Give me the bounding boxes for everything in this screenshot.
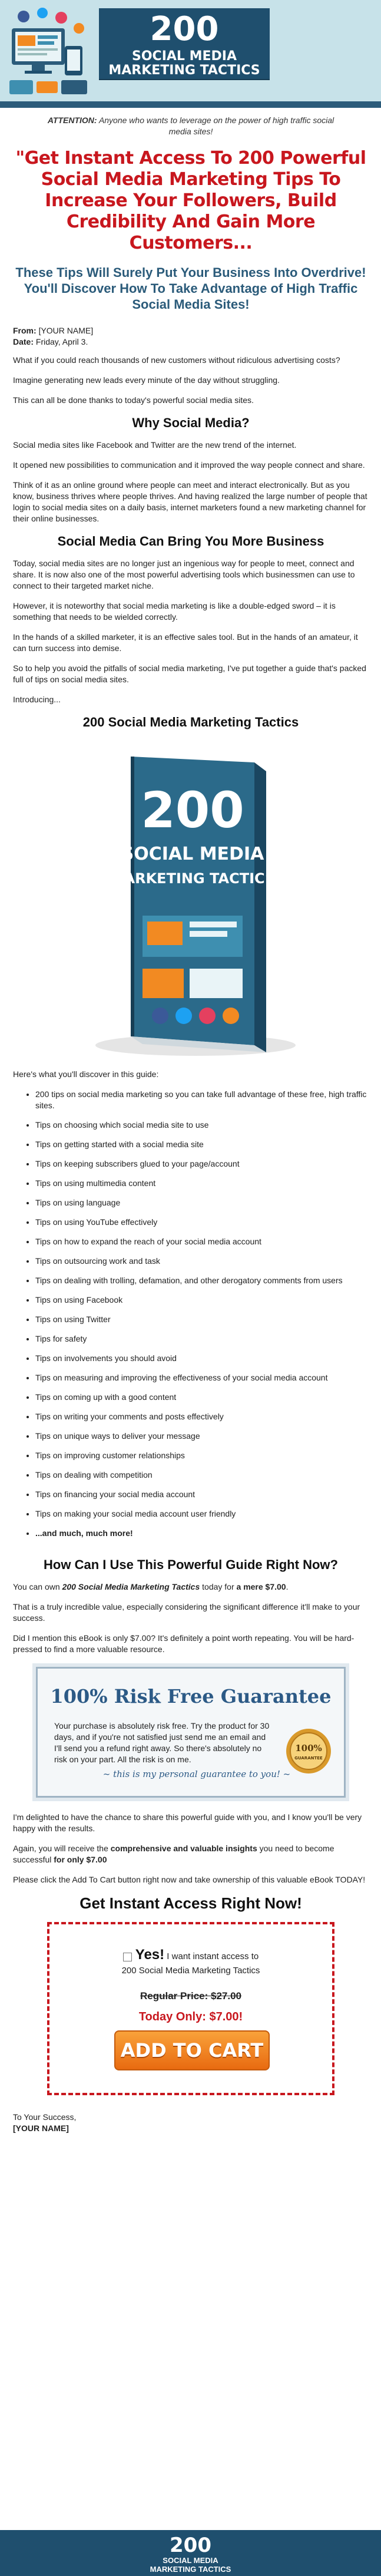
header-title-box	[99, 8, 270, 79]
more-paragraph: Today, social media sites are no longer just an ingenious way for people to meet, connect and share. It is now also one of the most powerful advertising tools which businessmen can use to connect to their targeted market niche.	[13, 559, 355, 590]
how-p1-pre: You can own	[13, 1582, 62, 1591]
tip-item: • Tips on keeping subscribers glued to your page/account	[35, 1158, 369, 1170]
closing-p2-pre: Again, you will receive the	[13, 1844, 111, 1853]
how-heading: How Can I Use This Powerful Guide Right Now?	[44, 1557, 338, 1572]
cta-heading: Get Instant Access Right Now!	[79, 1894, 302, 1912]
letter-from-date	[13, 325, 369, 348]
guarantee-box	[36, 1667, 346, 1798]
tip-item: • ...and much, much more!	[35, 1528, 369, 1539]
tip-item: • Tips on writing your comments and posts effectively	[35, 1411, 369, 1422]
tip-item: • Tips on using Twitter	[35, 1314, 369, 1325]
order-line1: I want instant access to	[164, 1951, 259, 1961]
seal-bottom: GUARANTEE	[294, 1756, 323, 1761]
product-heading: 200 Social Media Marketing Tactics	[82, 715, 299, 729]
how-p1-mid: today for	[200, 1582, 237, 1591]
from-label: From:	[13, 326, 37, 335]
tip-item: • Tips on unique ways to deliver your message	[35, 1431, 369, 1442]
signoff-line1: To Your Success,	[13, 2112, 77, 2122]
tips-list	[13, 1089, 369, 1539]
tip-item: • Tips on choosing which social media site to use	[35, 1119, 369, 1131]
how-paragraph: That is a truly incredible value, especially considering the significant difference it'll make to your success.	[13, 1602, 360, 1623]
why-paragraph: Social media sites like Facebook and Twitter are the new trend of the internet.	[13, 440, 297, 450]
tip-item: • Tips on dealing with trolling, defamation, and other derogatory comments from users	[35, 1275, 369, 1286]
letter-paragraph: This can all be done thanks to today's powerful social media sites.	[13, 395, 254, 405]
tip-item: • Tips on financing your social media account	[35, 1489, 369, 1500]
footer-title-subtitle	[0, 2556, 381, 2574]
guarantee-signature: ~ this is my personal guarantee to you! ~	[102, 1769, 291, 1779]
more-paragraph: In the hands of a skilled marketer, it is an effective sales tool. But in the hands of an amateur, it can turn success into demise.	[13, 632, 358, 653]
footer-title-line1: SOCIAL MEDIA	[163, 2556, 218, 2565]
guarantee-text: Your purchase is absolutely risk free. Try the product for 30 days, and if you're not satisfied just send me an email and I'll send you a refund right away. So there's absolutely no risk on your part. All the risk is on me.	[54, 1721, 270, 1764]
header-title-number: 200	[150, 10, 219, 48]
letter-paragraph: Imagine generating new leads every minute of the day without struggling.	[13, 375, 280, 385]
today-price: Today Only: $7.00!	[138, 2010, 243, 2023]
how-p1-product: 200 Social Media Marketing Tactics	[62, 1582, 200, 1591]
footer-banner	[0, 2530, 381, 2576]
how-p1-price: a mere $7.00	[236, 1582, 286, 1591]
closing-p2-bold2: for only $7.00	[54, 1855, 107, 1864]
tip-item: • Tips on dealing with competition	[35, 1469, 369, 1481]
how-paragraph: Did I mention this eBook is only $7.00? It's definitely a point worth repeating. You will be hard-pressed to find a more valuable resource.	[13, 1633, 355, 1654]
tip-item: • Tips on coming up with a good content	[35, 1392, 369, 1403]
signoff-name: [YOUR NAME]	[13, 2123, 69, 2133]
header-title-line2: MARKETING TACTICS	[108, 63, 260, 78]
attention-label: ATTENTION:	[47, 115, 97, 125]
why-paragraph: Think of it as an online ground where people can meet and interact electronically. But as you know, business thrives where people thrives. And having realized the large number of people that login to social media sites on a daily basis, internet marketers found a new marketing channel for their online businesses.	[13, 480, 367, 523]
header-title-line1: SOCIAL MEDIA	[132, 49, 237, 64]
tip-item: • Tips on how to expand the reach of your social media account	[35, 1236, 369, 1247]
devices-illustration-icon	[6, 5, 94, 99]
discover-intro: Here's what you'll discover in this guide:	[13, 1069, 159, 1079]
closing-paragraph: Please click the Add To Cart button right now and take ownership of this valuable eBook TODAY!	[13, 1875, 366, 1884]
closing-value-paragraph	[13, 1843, 369, 1865]
order-yes-line	[49, 1949, 332, 1963]
from-value: [YOUR NAME]	[38, 326, 94, 335]
order-box	[47, 1922, 334, 2095]
order-checkbox[interactable]	[123, 1953, 132, 1961]
order-product-line: 200 Social Media Marketing Tactics	[121, 1966, 260, 1976]
how-p1-end: .	[286, 1582, 289, 1591]
tip-item: • Tips on getting started with a social media site	[35, 1139, 369, 1150]
header-stripe	[0, 101, 381, 108]
seal-top: 100%	[295, 1743, 322, 1753]
more-paragraph: Introducing...	[13, 695, 61, 704]
closing-p2-mid: you need to become successful	[13, 1844, 334, 1864]
tip-item: • Tips on improving customer relationships	[35, 1450, 369, 1461]
why-paragraph: It opened new possibilities to communication and it improved the way people connect and share.	[13, 460, 365, 470]
date-label: Date:	[13, 337, 34, 346]
attention-note	[37, 115, 345, 137]
more-business-heading: Social Media Can Bring You More Business	[57, 534, 324, 549]
tip-item: • Tips on using Facebook	[35, 1294, 369, 1306]
tip-item: • Tips for safety	[35, 1333, 369, 1345]
footer-title-number: 200	[170, 2534, 211, 2557]
order-yes: Yes!	[135, 1947, 165, 1963]
footer-title-line2: MARKETING TACTICS	[150, 2565, 231, 2574]
main-content	[13, 115, 369, 2143]
header-banner	[0, 0, 381, 108]
why-heading: Why Social Media?	[132, 415, 250, 430]
closing-p2-bold: comprehensive and valuable insights	[110, 1844, 257, 1853]
ebook-cover	[13, 739, 369, 1069]
tip-item: • Tips on involvements you should avoid	[35, 1353, 369, 1364]
tip-item: • Tips on measuring and improving the effectiveness of your social media account	[35, 1372, 369, 1383]
add-to-cart-button[interactable]: ADD TO CART	[114, 2030, 270, 2070]
tip-item: • Tips on outsourcing work and task	[35, 1256, 369, 1267]
closing-paragraph: I'm delighted to have the chance to share this powerful guide with you, and I know you'll be very happy with the results.	[13, 1812, 362, 1833]
ebook-cover-image	[13, 739, 369, 1069]
more-paragraph: However, it is noteworthy that social media marketing is like a double-edged sword – it is something that needs to be wielded correctly.	[13, 601, 336, 622]
sub-headline: These Tips Will Surely Put Your Business Into Overdrive! You'll Discover How To Take Advantage of High Traffic Social Media Sites!	[15, 265, 366, 312]
cover-line2: MARKETING TACTICS	[110, 870, 276, 887]
letter-paragraph: What if you could reach thousands of new customers without ridiculous advertising costs?	[13, 355, 340, 365]
regular-price: Regular Price: $27.00	[140, 1990, 241, 2002]
date-value: Friday, April 3.	[35, 337, 88, 346]
tip-item: • 200 tips on social media marketing so you can take full advantage of these free, high traffic sites.	[35, 1089, 369, 1111]
header-title-subtitle	[99, 49, 270, 78]
how-price-paragraph	[13, 1581, 369, 1593]
tip-item: • Tips on using multimedia content	[35, 1178, 369, 1189]
tip-item: • Tips on making your social media account user friendly	[35, 1508, 369, 1520]
main-headline: "Get Instant Access To 200 Powerful Social Media Marketing Tips To Increase Your Followers, Build Credibility And Gain More Customers...	[15, 148, 366, 253]
signoff	[13, 2112, 369, 2134]
tip-item: • Tips on using YouTube effectively	[35, 1217, 369, 1228]
guarantee-seal-icon	[285, 1728, 332, 1775]
more-paragraph: So to help you avoid the pitfalls of social media marketing, I've put together a guide that's packed full of tips on social media sites.	[13, 663, 366, 684]
cover-number: 200	[141, 781, 244, 839]
guarantee-title: 100% Risk Free Guarantee	[50, 1685, 332, 1708]
attention-text: Anyone who wants to leverage on the power of high traffic social media sites!	[98, 115, 334, 136]
cover-line1: SOCIAL MEDIA	[121, 844, 264, 864]
tip-item: • Tips on using language	[35, 1197, 369, 1208]
